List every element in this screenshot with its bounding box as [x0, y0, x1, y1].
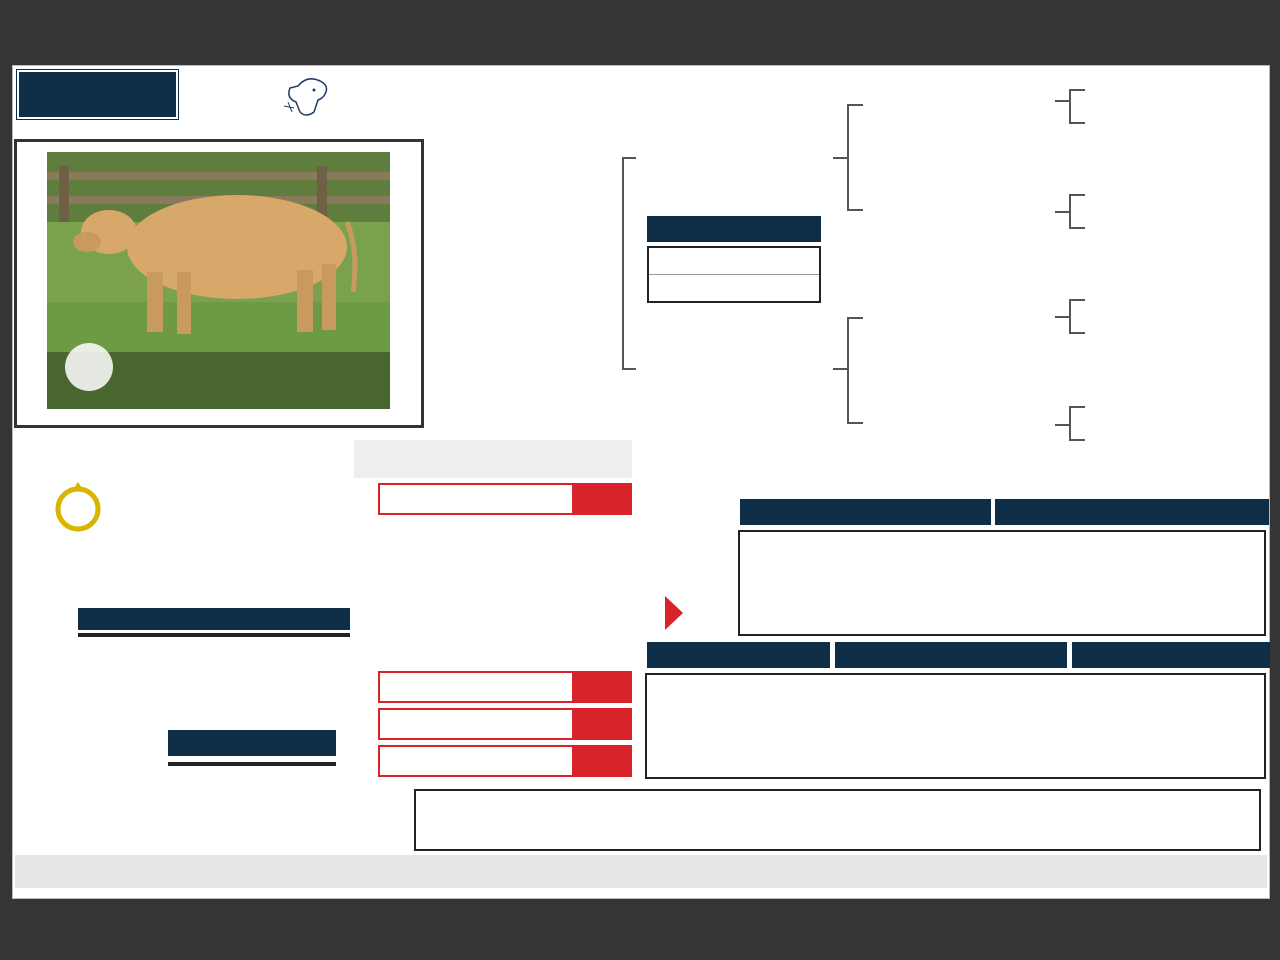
- production-value-bar: [378, 745, 632, 777]
- cow-value-bar: [378, 483, 632, 515]
- post-wean-header: [647, 642, 830, 668]
- pedigree-line: [622, 157, 636, 159]
- elite-badge: [50, 478, 116, 540]
- pedigree-line: [847, 209, 863, 211]
- cow-value-number: [572, 483, 632, 515]
- tuli-logo: [258, 72, 334, 128]
- pedigree-dam: [610, 331, 846, 337]
- last-calf-table: [78, 633, 350, 637]
- pedigree-line: [847, 104, 849, 210]
- pedigree-line: [833, 368, 847, 370]
- trax-arrow-icon: [665, 596, 683, 630]
- growth-value-bar: [378, 671, 632, 703]
- myostatin-table: [168, 762, 336, 766]
- pedigree-line: [847, 104, 863, 106]
- vaccine-box: [354, 440, 632, 478]
- pedigree-line: [847, 317, 863, 319]
- carcass-header: [1072, 642, 1270, 668]
- parentage-row-dna: [649, 248, 819, 275]
- production-value-number: [572, 745, 632, 777]
- lot-badge: [17, 70, 178, 119]
- animal-photo: [47, 152, 390, 409]
- carcass-value-bar: [378, 708, 632, 740]
- myostatin-title: [168, 730, 336, 756]
- carcass-value-number: [572, 708, 632, 740]
- trax-logo: [657, 488, 717, 638]
- pedigree-dam-sire: [858, 285, 1058, 293]
- ebv-top-box: [738, 530, 1266, 636]
- parentage-header: [647, 216, 821, 242]
- parentage-row-genomic: [649, 275, 819, 301]
- fertility-header: [995, 499, 1269, 525]
- pedigree-line: [622, 157, 624, 369]
- seller-remarks: [15, 855, 1267, 888]
- frame-header: [835, 642, 1067, 668]
- calf-mother-header: [740, 499, 991, 525]
- pedigree-line: [833, 157, 847, 159]
- weights-box: [414, 789, 1261, 851]
- pedigree-sire: [640, 126, 822, 134]
- pedigree-line: [847, 317, 849, 423]
- pedigree-sire-sire: [858, 73, 1058, 81]
- qr-code[interactable]: [15, 731, 135, 849]
- parentage-table: [647, 216, 821, 303]
- last-calf-title: [78, 608, 350, 630]
- pedigree-line: [622, 368, 636, 370]
- ebv-bottom-box: [645, 673, 1266, 779]
- pedigree-line: [847, 422, 863, 424]
- growth-value-number: [572, 671, 632, 703]
